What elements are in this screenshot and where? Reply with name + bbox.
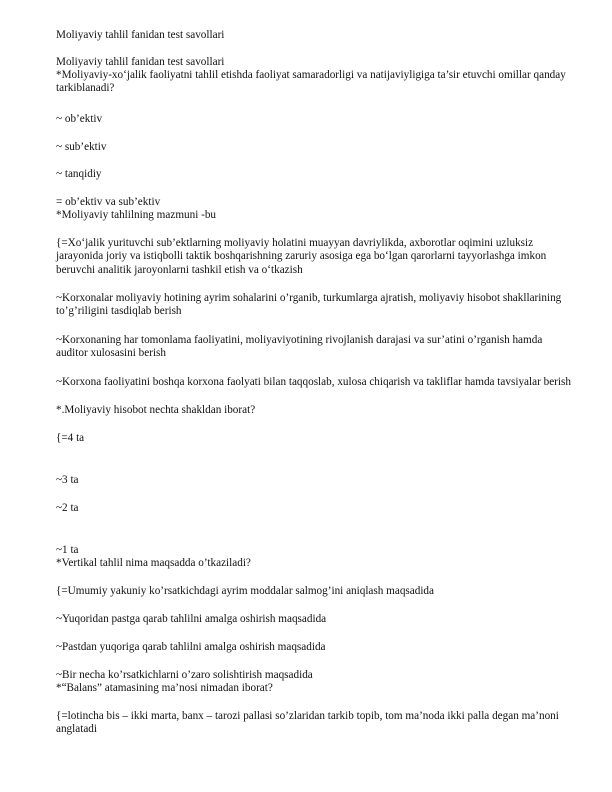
- q5-option-a: {=lotincha bis – ikki marta, banx – tarozi pallasi so’zlaridan tarkib topib, tom ma’noda ikki palla degan ma’noni anglatadi: [56, 710, 559, 736]
- q1-option-d: = ob’ektiv va sub’ektiv: [56, 196, 161, 208]
- q4-option-d: ~Bir necha ko’rsatkichlarni o’zaro solishtirish maqsadida: [56, 669, 313, 681]
- q3-option-b: ~3 ta: [56, 474, 79, 486]
- q1-option-c: ~ tanqidiy: [56, 168, 102, 180]
- q2-option-c: ~Korxonaning har tomonlama faoliyatini, moliyaviyotining rivojlanish darajasi va sur’atini o’rganish hamda auditor xulosasini berish: [56, 334, 543, 360]
- question-4: *Vertikal tahlil nima maqsadda o’tkaziladi?: [56, 557, 251, 569]
- q2-option-d: ~Korxona faoliyatini boshqa korxona faolyati bilan taqqoslab, xulosa chiqarish va takliflar hamda tavsiyalar berish: [56, 376, 571, 388]
- q1-option-b: ~ sub’ektiv: [56, 141, 107, 153]
- question-3: *.Moliyaviy hisobot nechta shakldan iborat?: [56, 404, 256, 416]
- q4-option-c: ~Pastdan yuqoriga qarab tahlilni amalga oshirish maqsadida: [56, 641, 326, 653]
- q3-option-d: ~1 ta: [56, 544, 79, 556]
- question-2: *Moliyaviy tahlilning mazmuni -bu: [56, 209, 217, 221]
- q2-option-b: ~Korxonalar moliyaviy hotining ayrim sohalarini o’rganib, turkumlarga ajratish, moliyaviy hisobot shakllarining to’g’riligini tasdiqlab berish: [56, 292, 562, 318]
- q1-option-a: ~ ob’ektiv: [56, 113, 103, 125]
- question-5: *“Balans” atamasining ma’nosi nimadan iborat?: [56, 682, 273, 694]
- q3-option-a: {=4 ta: [56, 432, 85, 444]
- q3-option-c: ~2 ta: [56, 502, 79, 514]
- document-title: Moliyaviy tahlil fanidan test savollari: [56, 29, 225, 41]
- question-1: *Moliyaviy-xo‘jalik faoliyatni tahlil etishda faoliyat samaradorligi va natijaviyligiga ta’sir etuvchi omillar qanday tarkiblanadi?: [56, 69, 566, 95]
- q4-option-b: ~Yuqoridan pastga qarab tahlilni amalga oshirish maqsadida: [56, 613, 327, 625]
- q2-option-a: {=Xo‘jalik yurituvchi sub’ektlarning moliyaviy holatini muayyan davriylikda, axborotlar oqimini uzluksiz jarayonida joriy va istiqbolli taktik boshqarishning zaruriy asosiga ega bo‘lgan qarorlarni tayyorlashga imkon beruvchi analitik jaroyonlarni tashkil etish va o‘tkazish: [56, 237, 547, 276]
- document-subtitle: Moliyaviy tahlil fanidan test savollari: [56, 56, 225, 68]
- q4-option-a: {=Umumiy yakuniy ko’rsatkichdagi ayrim moddalar salmog’ini aniqlash maqsadida: [56, 585, 434, 597]
